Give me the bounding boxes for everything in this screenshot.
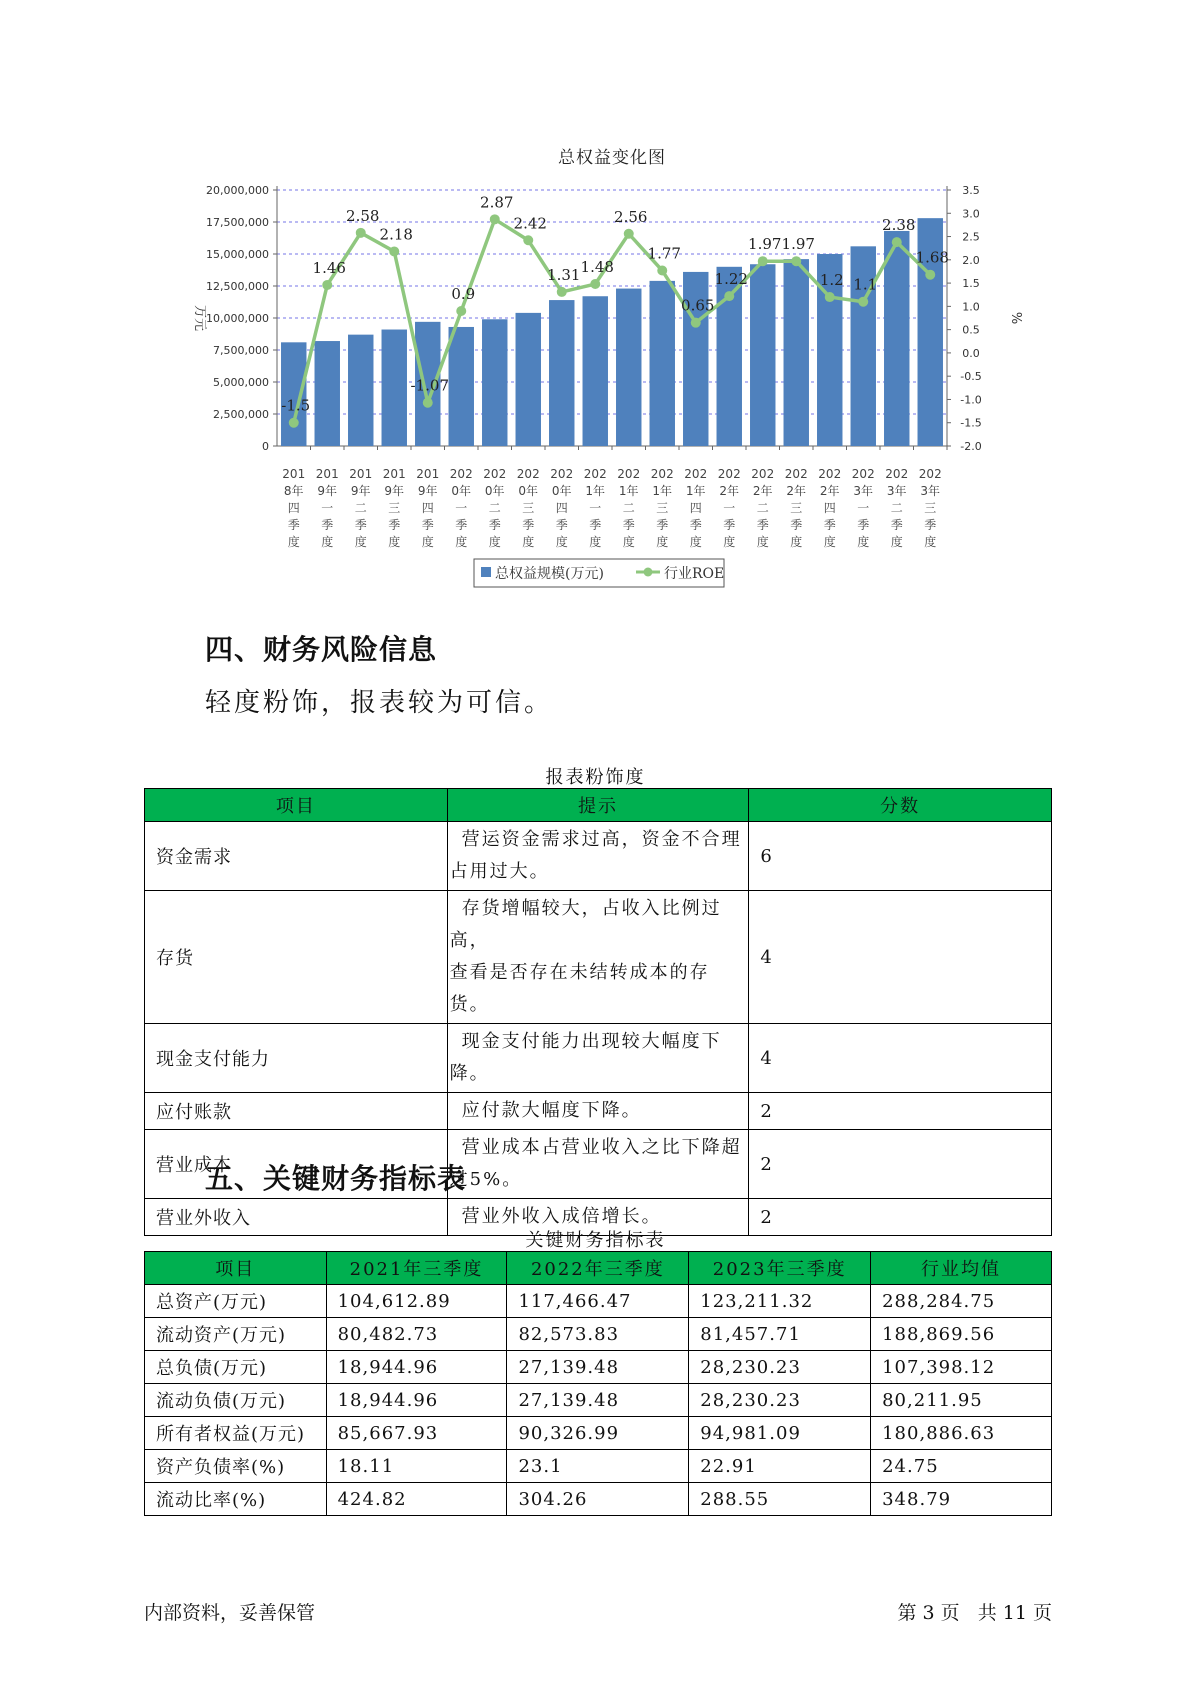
kpi-item-cell: 所有者权益(万元): [145, 1417, 327, 1450]
y2-tick-label: -0.5: [960, 370, 982, 384]
kpi-value-cell: 180,886.63: [871, 1417, 1052, 1450]
kpi-value-cell: 85,667.93: [326, 1417, 507, 1450]
legend-swatch-point: [644, 568, 653, 577]
y2-tick-label: 1.5: [962, 277, 980, 291]
hint-line: 过5%。: [449, 1169, 523, 1190]
bar: [315, 341, 340, 446]
kpi-value-cell: 22.91: [689, 1450, 871, 1483]
y2-tick-label: 1.0: [962, 300, 980, 314]
table-row: [145, 822, 1052, 891]
equity-chart-svg: [0, 0, 1191, 600]
kpi-value-cell: 107,398.12: [871, 1351, 1052, 1384]
bar: [482, 319, 507, 446]
header-cell: 2021年三季度: [326, 1252, 507, 1285]
kpi-table-header-row: [145, 1252, 1052, 1285]
roe-data-label: 0.65: [681, 296, 715, 315]
y-tick-label: 7,500,000: [213, 344, 269, 357]
bar: [650, 281, 675, 446]
footer-page-number: 第 3 页 共 11 页: [897, 1602, 1052, 1624]
risk-hint-cell: [447, 822, 749, 891]
x-tick-label: 202 3年一季度: [851, 467, 875, 549]
bar: [348, 335, 373, 446]
roe-point: [791, 256, 801, 266]
roe-point: [925, 270, 935, 280]
hint-line: 查看是否存在未结转成本的存货。: [449, 962, 710, 1015]
kpi-item-cell: 总负债(万元): [145, 1351, 327, 1384]
kpi-value-cell: 24.75: [871, 1450, 1052, 1483]
x-tick-label: 201 9年二季度: [349, 467, 373, 549]
header-cell: 项目: [145, 789, 448, 822]
roe-data-label: 2.87: [480, 193, 514, 212]
roe-data-label: 1.22: [714, 270, 748, 289]
x-tick-label: 202 2年三季度: [784, 467, 808, 549]
kpi-value-cell: 82,573.83: [507, 1318, 689, 1351]
risk-score-cell: 2: [749, 1093, 1052, 1130]
y2-axis-title: %: [1008, 311, 1023, 325]
x-tick-label: 202 0年二季度: [483, 467, 507, 549]
x-tick-label: 201 9年三季度: [382, 467, 406, 549]
kpi-value-cell: 304.26: [507, 1483, 689, 1516]
x-tick-label: 202 2年四季度: [818, 467, 842, 549]
risk-table-header-row: [145, 789, 1052, 822]
kpi-value-cell: 90,326.99: [507, 1417, 689, 1450]
kpi-value-cell: 81,457.71: [689, 1318, 871, 1351]
header-cell: 2022年三季度: [507, 1252, 689, 1285]
risk-item-cell: 现金支付能力: [145, 1024, 448, 1093]
roe-data-label: -1.07: [410, 376, 449, 395]
roe-data-label: 1.97: [781, 235, 815, 254]
risk-item-cell: 应付账款: [145, 1093, 448, 1130]
kpi-section-title: 五、关键财务指标表: [205, 1162, 467, 1195]
risk-table-caption: 报表粉饰度: [545, 767, 646, 788]
x-tick-label: 202 1年一季度: [583, 467, 607, 549]
table-row: [145, 891, 1052, 1024]
hint-line: 营业成本占营业收入之比下降超: [461, 1137, 742, 1158]
kpi-value-cell: 80,211.95: [871, 1384, 1052, 1417]
roe-point: [657, 266, 667, 276]
y-tick-label: 10,000,000: [206, 312, 269, 325]
roe-data-label: 2.58: [346, 206, 380, 225]
kpi-table-caption: 关键财务指标表: [525, 1230, 666, 1251]
risk-score-cell: 2: [749, 1130, 1052, 1199]
roe-data-label: 0.9: [451, 285, 476, 304]
y-tick-label: 12,500,000: [206, 280, 269, 293]
header-cell: 项目: [145, 1252, 327, 1285]
table-row: [145, 1093, 1052, 1130]
kpi-value-cell: 288.55: [689, 1483, 871, 1516]
risk-hint-cell: [447, 891, 749, 1024]
kpi-value-cell: 27,139.48: [507, 1351, 689, 1384]
x-tick-label: 202 0年三季度: [516, 467, 540, 549]
roe-point: [490, 214, 500, 224]
y-tick-label: 2,500,000: [213, 408, 269, 421]
x-tick-label: 202 1年三季度: [650, 467, 674, 549]
y2-tick-label: 3.5: [962, 184, 980, 197]
x-tick-label: 202 1年二季度: [617, 467, 641, 549]
header-cell: 分数: [749, 789, 1052, 822]
kpi-item-cell: 总资产(万元): [145, 1285, 327, 1318]
x-tick-label: 202 0年四季度: [550, 467, 574, 549]
risk-item-cell: 营业外收入: [145, 1199, 448, 1236]
roe-data-label: 2.18: [379, 225, 413, 244]
kpi-value-cell: 27,139.48: [507, 1384, 689, 1417]
y-tick-label: 20,000,000: [206, 184, 269, 197]
roe-point: [724, 291, 734, 301]
table-row: [145, 1450, 1052, 1483]
kpi-item-cell: 流动资产(万元): [145, 1318, 327, 1351]
roe-point: [423, 398, 433, 408]
roe-point: [289, 418, 299, 428]
roe-data-label: 1.46: [312, 258, 346, 277]
kpi-value-cell: 424.82: [326, 1483, 507, 1516]
x-tick-label: 202 1年四季度: [684, 467, 708, 549]
bar: [884, 231, 909, 446]
bar: [784, 259, 809, 446]
x-tick-label: 202 3年二季度: [885, 467, 909, 549]
kpi-value-cell: 348.79: [871, 1483, 1052, 1516]
y-tick-label: 17,500,000: [206, 216, 269, 229]
roe-data-label: 1.97: [748, 235, 782, 254]
bar: [750, 264, 775, 446]
y2-tick-label: -2.0: [960, 440, 982, 453]
table-row: [145, 1417, 1052, 1450]
equity-chart: [0, 0, 1191, 600]
y2-tick-label: 2.5: [962, 230, 980, 244]
y2-tick-label: 3.0: [962, 207, 980, 221]
kpi-value-cell: 28,230.23: [689, 1351, 871, 1384]
roe-point: [691, 318, 701, 328]
bar: [616, 289, 641, 446]
roe-point: [557, 287, 567, 297]
roe-point: [356, 228, 366, 238]
kpi-value-cell: 18,944.96: [326, 1384, 507, 1417]
kpi-item-cell: 流动负债(万元): [145, 1384, 327, 1417]
table-row: [145, 1024, 1052, 1093]
kpi-table: [144, 1251, 1052, 1516]
y-tick-label: 15,000,000: [206, 248, 269, 261]
header-cell: 2023年三季度: [689, 1252, 871, 1285]
hint-line: 占用过大。: [449, 861, 550, 882]
table-row: [145, 1318, 1052, 1351]
y-axis-title: 万元: [192, 304, 207, 332]
footer-confidential: 内部资料，妥善保管: [144, 1602, 316, 1624]
x-tick-label: 202 2年二季度: [751, 467, 775, 549]
legend-swatch-bar: [481, 567, 491, 577]
table-row: [145, 1351, 1052, 1384]
risk-summary-text: 轻度粉饰，报表较为可信。: [205, 688, 554, 718]
bar: [583, 296, 608, 446]
risk-score-cell: 6: [749, 822, 1052, 891]
legend-label-bar: 总权益规模(万元): [495, 566, 604, 582]
x-tick-label: 201 9年一季度: [315, 467, 339, 549]
roe-point: [624, 229, 634, 239]
roe-data-label: 1.48: [580, 258, 614, 277]
roe-point: [892, 237, 902, 247]
x-tick-label: 202 2年一季度: [717, 467, 741, 549]
risk-hint-cell: [447, 1093, 749, 1130]
table-row: [145, 1285, 1052, 1318]
roe-data-label: 1.31: [547, 265, 581, 284]
chart-title: 总权益变化图: [558, 148, 666, 168]
hint-line: 应付款大幅度下降。: [461, 1100, 642, 1121]
kpi-value-cell: 80,482.73: [326, 1318, 507, 1351]
risk-score-cell: 4: [749, 891, 1052, 1024]
kpi-value-cell: 188,869.56: [871, 1318, 1052, 1351]
roe-point: [456, 306, 466, 316]
kpi-value-cell: 123,211.32: [689, 1285, 871, 1318]
kpi-value-cell: 288,284.75: [871, 1285, 1052, 1318]
y2-tick-label: 0.0: [962, 346, 980, 360]
roe-point: [858, 297, 868, 307]
kpi-item-cell: 流动比率(%): [145, 1483, 327, 1516]
hint-line: 现金支付能力出现较大幅度下降。: [449, 1031, 722, 1084]
table-row: [145, 1384, 1052, 1417]
roe-point: [758, 256, 768, 266]
bar: [382, 330, 407, 446]
kpi-value-cell: 94,981.09: [689, 1417, 871, 1450]
roe-point: [825, 292, 835, 302]
x-tick-label: 202 3年三季度: [918, 467, 942, 549]
x-tick-label: 201 8年四季度: [282, 467, 306, 549]
risk-section-title: 四、财务风险信息: [205, 633, 438, 666]
y-tick-label: 0: [262, 440, 269, 453]
roe-point: [322, 280, 332, 290]
kpi-value-cell: 104,612.89: [326, 1285, 507, 1318]
kpi-value-cell: 23.1: [507, 1450, 689, 1483]
header-cell: 行业均值: [871, 1252, 1052, 1285]
roe-data-label: 2.56: [614, 207, 648, 226]
y2-tick-label: 0.5: [962, 323, 980, 337]
hint-line: 存货增幅较大，占收入比例过高，: [449, 898, 722, 951]
y-tick-label: 5,000,000: [213, 376, 269, 389]
risk-score-cell: 4: [749, 1024, 1052, 1093]
risk-item-cell: 存货: [145, 891, 448, 1024]
bar: [549, 300, 574, 446]
risk-item-cell: 资金需求: [145, 822, 448, 891]
roe-data-label: 1.1: [853, 275, 878, 294]
roe-point: [523, 235, 533, 245]
roe-point: [590, 279, 600, 289]
bar: [449, 327, 474, 446]
roe-data-label: 1.77: [647, 244, 681, 263]
roe-data-label: 1.68: [915, 248, 949, 267]
roe-data-label: -1.5: [281, 396, 311, 415]
hint-line: 营业外收入成倍增长。: [461, 1206, 662, 1227]
roe-point: [389, 246, 399, 256]
kpi-item-cell: 资产负债率(%): [145, 1450, 327, 1483]
kpi-value-cell: 117,466.47: [507, 1285, 689, 1318]
kpi-value-cell: 18.11: [326, 1450, 507, 1483]
y2-tick-label: 2.0: [962, 253, 980, 267]
risk-hint-cell: [447, 1024, 749, 1093]
x-tick-label: 201 9年四季度: [416, 467, 440, 549]
roe-data-label: 2.38: [882, 216, 916, 235]
roe-data-label: 1.2: [819, 271, 844, 290]
y2-tick-label: -1.5: [960, 416, 982, 430]
risk-score-cell: 2: [749, 1199, 1052, 1236]
roe-data-label: 2.42: [513, 214, 547, 233]
header-cell: 提示: [447, 789, 749, 822]
risk-hint-cell: [447, 1130, 749, 1199]
bar: [516, 313, 541, 446]
bar: [281, 342, 306, 446]
hint-line: 营运资金需求过高，资金不合理: [461, 829, 742, 850]
kpi-value-cell: 18,944.96: [326, 1351, 507, 1384]
risk-item-cell: 营业成本: [145, 1130, 448, 1199]
legend-label-line: 行业ROE: [664, 566, 725, 582]
kpi-value-cell: 28,230.23: [689, 1384, 871, 1417]
table-row: [145, 1483, 1052, 1516]
y2-tick-label: -1.0: [960, 393, 982, 407]
x-tick-label: 202 0年一季度: [449, 467, 473, 549]
